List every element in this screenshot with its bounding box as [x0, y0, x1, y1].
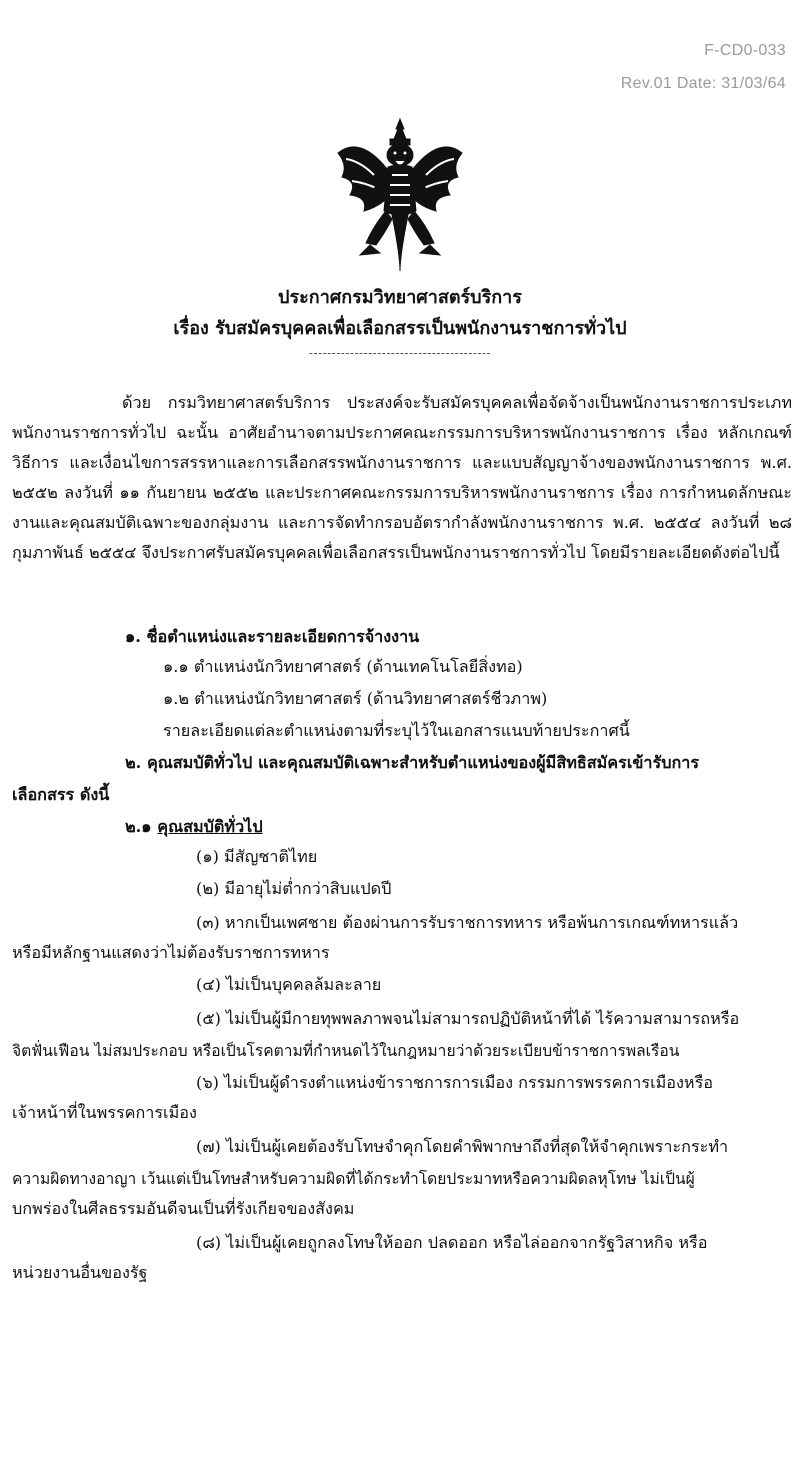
qualification-7-cont: ความผิดทางอาญา เว้นแต่เป็นโทษสำหรับความผิดที่ได้กระทำโดยประมาทหรือความผิดลหุโทษ ไม่เป็นผู้: [12, 1170, 695, 1188]
qualification-7-cont2: บกพร่องในศีลธรรมอันดีจนเป็นที่รังเกียจของสังคม: [12, 1199, 355, 1218]
qualification-6-cont: เจ้าหน้าที่ในพรรคการเมือง: [12, 1103, 197, 1122]
qualification-8: (๘) ไม่เป็นผู้เคยถูกลงโทษให้ออก ปลดออก หรือไล่ออกจากรัฐวิสาหกิจ หรือ: [196, 1233, 708, 1252]
qualification-7: (๗) ไม่เป็นผู้เคยต้องรับโทษจำคุกโดยคำพิพากษาถึงที่สุดให้จำคุกเพราะกระทำ: [196, 1137, 729, 1156]
qualification-2: (๒) มีอายุไม่ต่ำกว่าสิบแปดปี: [196, 879, 392, 898]
section2-1-number: ๒.๑: [125, 817, 152, 836]
announcement-title: ประกาศกรมวิทยาศาสตร์บริการ: [278, 287, 522, 308]
qualification-6: (๖) ไม่เป็นผู้ดำรงตำแหน่งข้าราชการการเมือง กรรมการพรรคการเมืองหรือ: [196, 1073, 714, 1092]
qualification-3: (๓) หากเป็นเพศชาย ต้องผ่านการรับราชการทหาร หรือพ้นการเกณฑ์ทหารแล้ว: [196, 913, 739, 932]
garuda-emblem-icon: [330, 115, 470, 275]
section1-item-1: ๑.๑ ตำแหน่งนักวิทยาศาสตร์ (ด้านเทคโนโลยีสิ่งทอ): [163, 657, 523, 676]
section1-heading: ๑. ชื่อตำแหน่งและรายละเอียดการจ้างงาน: [125, 627, 420, 646]
qualification-4: (๔) ไม่เป็นบุคคลล้มละลาย: [196, 975, 382, 994]
qualification-3-cont: หรือมีหลักฐานแสดงว่าไม่ต้องรับราชการทหาร: [12, 943, 330, 962]
revision-date: Rev.01 Date: 31/03/64: [620, 75, 786, 92]
section2-1-title: คุณสมบัติทั่วไป: [157, 817, 263, 836]
section1-note: รายละเอียดแต่ละตำแหน่งตามที่ระบุไว้ในเอกสารแนบท้ายประกาศนี้: [163, 721, 630, 740]
divider: ----------------------------------------: [308, 346, 492, 360]
section2-heading-cont: เลือกสรร ดังนี้: [12, 785, 110, 804]
qualification-8-cont: หน่วยงานอื่นของรัฐ: [12, 1263, 148, 1282]
qualification-5: (๕) ไม่เป็นผู้มีกายทุพพลภาพจนไม่สามารถปฏิบัติหน้าที่ได้ ไร้ความสามารถหรือ: [196, 1009, 740, 1028]
section1-item-2: ๑.๒ ตำแหน่งนักวิทยาศาสตร์ (ด้านวิทยาศาสตร์ชีวภาพ): [163, 689, 548, 708]
qualification-5-cont: จิตฟั่นเฟือน ไม่สมประกอบ หรือเป็นโรคตามที่กำหนดไว้ในกฎหมายว่าด้วยระเบียบข้าราชการพลเรือน: [12, 1042, 680, 1060]
intro-text: ด้วย กรมวิทยาศาสตร์บริการ ประสงค์จะรับสมัครบุคคลเพื่อจัดจ้างเป็นพนักงานราชการประเภทพนักงานราชการทั่วไป ฉะนั้น อาศัยอำนาจตามประกาศคณะกรรมการบริหารพนักงานราชการ เรื่อง หลักเกณฑ์ วิธีการ และเงื่อนไขการสรรหาและการเลือกสรรพนักงานราชการ และแบบสัญญาจ้างของพนักงานราชการ พ.ศ. ๒๕๕๒ ลงวันที่ ๑๑ กันยายน ๒๕๕๒ และประกาศคณะกรรมการบริหารพนักงานราชการ เรื่อง การกำหนดลักษณะงานและคุณสมบัติเฉพาะของกลุ่มงาน และการจัดทำกรอบอัตรากำลังพนักงานราชการ พ.ศ. ๒๕๕๔ ลงวันที่ ๒๘ กุมภาพันธ์ ๒๕๕๔ จึงประกาศรับสมัครบุคคลเพื่อเลือกสรรเป็นพนักงานราชการทั่วไป โดยมีรายละเอียดดังต่อไปนี้: [12, 393, 792, 562]
intro-paragraph: [12, 388, 792, 568]
form-code: F-CD0-033: [704, 42, 786, 59]
section2-1-heading: [125, 812, 263, 842]
announcement-subject: เรื่อง รับสมัครบุคคลเพื่อเลือกสรรเป็นพนักงานราชการทั่วไป: [173, 318, 627, 339]
section2-heading: ๒. คุณสมบัติทั่วไป และคุณสมบัติเฉพาะสำหรับตำแหน่งของผู้มีสิทธิสมัครเข้ารับการ: [125, 753, 700, 772]
qualification-1: (๑) มีสัญชาติไทย: [196, 847, 318, 866]
